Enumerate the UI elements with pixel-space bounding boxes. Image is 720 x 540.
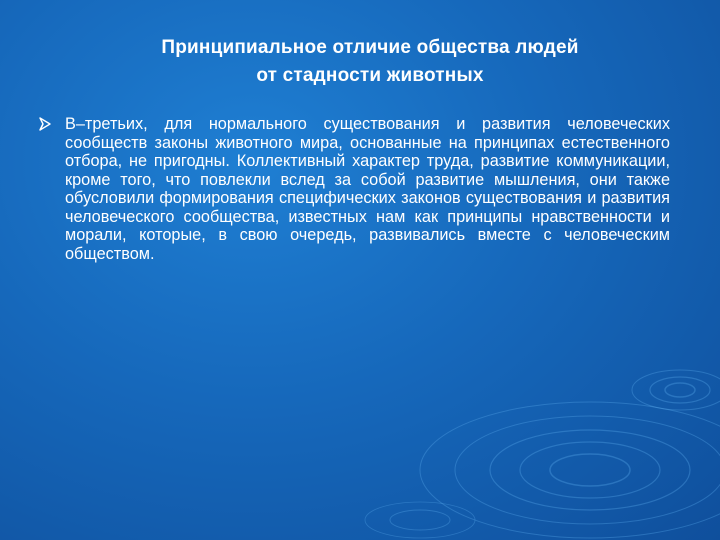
- slide-title-line-2: от стадности животных: [256, 65, 484, 86]
- arrow-bullet-icon: [38, 117, 52, 131]
- bullet-item: [38, 115, 670, 263]
- slide-title: [0, 34, 720, 90]
- slide-title-line-1: Принципиальное отличие общества людей: [161, 37, 579, 58]
- bullet-text: В–третьих, для нормального существования и развития человеческих сообществ законы животного мира, основанные на принципах естественного отбора, не пригодны. Коллективный характер труда, развитие коммуникации, кроме того, что повлекли вслед за собой развитие мышления, они также обусловили формирования специфических законов существования и развития человеческого сообщества, известных нам как принципы нравственности и морали, которые, в свою очередь, развивались вместе с человеческим обществом.: [65, 115, 670, 263]
